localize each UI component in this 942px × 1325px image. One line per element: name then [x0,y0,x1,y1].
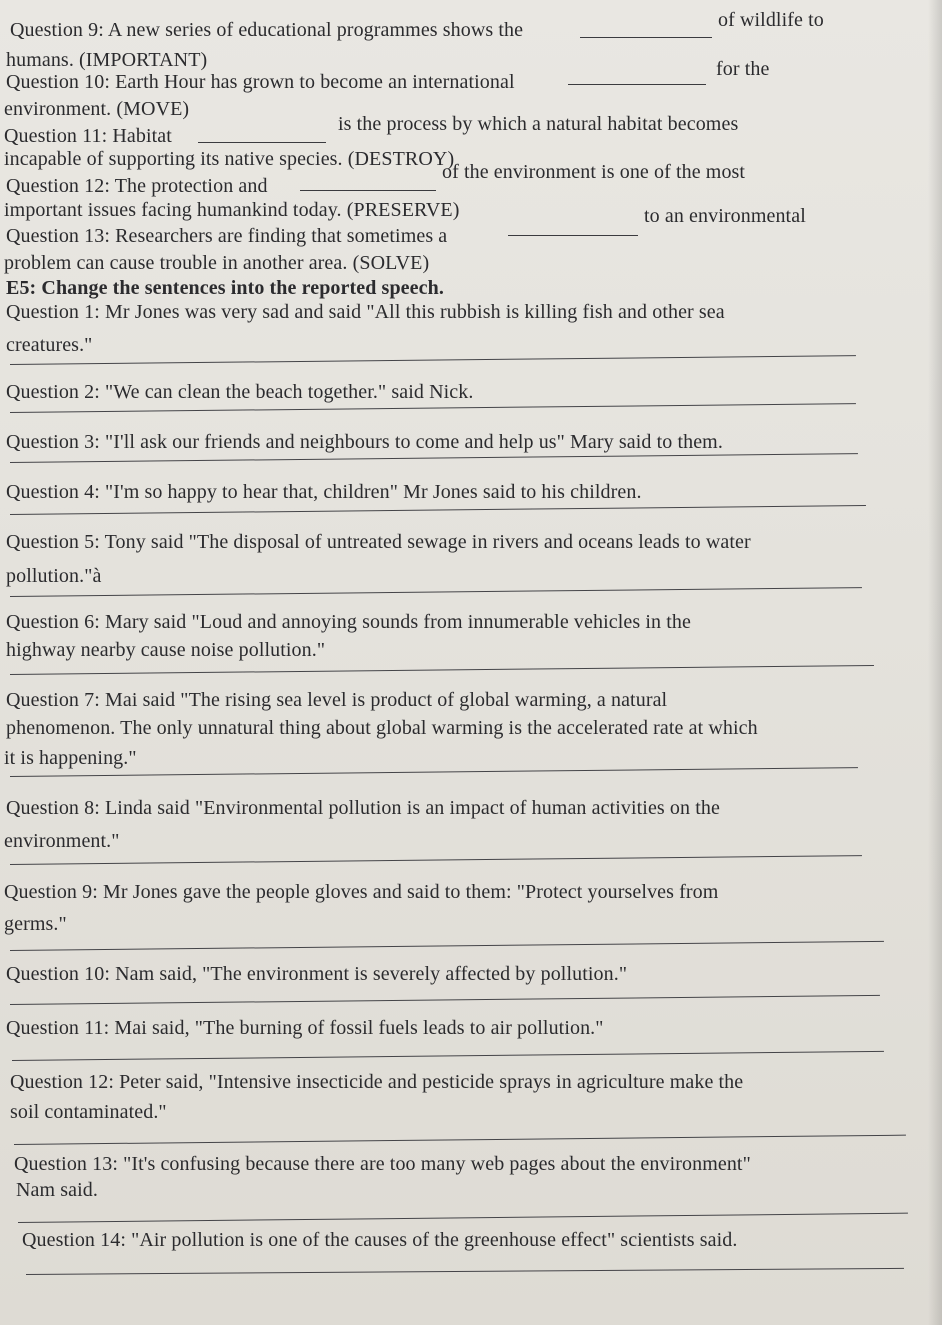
e5-q7-line3: it is happening." [4,747,137,769]
e5-q8-line1: Question 8: Linda said "Environmental pollution is an impact of human activities on the [6,797,720,819]
e4-q11-continuation: incapable of supporting its native species. (DESTROY) [4,148,455,170]
e5-q12-answer-line[interactable] [14,1135,906,1145]
e5-q13-line2: Nam said. [16,1179,98,1201]
e5-q1-answer-line[interactable] [10,355,856,365]
e5-q12-line1: Question 12: Peter said, "Intensive insecticide and pesticide sprays in agriculture make the [10,1071,744,1093]
e4-q12-suffix: of the environment is one of the most [442,161,746,183]
e4-q12-prefix: Question 12: The protection and [6,175,268,197]
e5-q13-answer-line[interactable] [18,1213,908,1223]
e5-q2-answer-line[interactable] [10,403,856,413]
e5-q5-line1: Question 5: Tony said "The disposal of untreated sewage in rivers and oceans leads to water [6,531,751,553]
e4-q11-prefix: Question 11: Habitat [4,125,172,147]
e4-q13-continuation: problem can cause trouble in another area. (SOLVE) [4,252,430,274]
e5-q7-line2: phenomenon. The only unnatural thing about global warming is the accelerated rate at which [6,717,758,739]
e4-q13-prefix: Question 13: Researchers are finding that sometimes a [6,225,448,247]
e4-q10-continuation: environment. (MOVE) [4,98,190,120]
e4-q9-continuation: humans. (IMPORTANT) [6,49,208,71]
e5-q6-line1: Question 6: Mary said "Loud and annoying sounds from innumerable vehicles in the [6,611,691,633]
e5-q13-line1: Question 13: "It's confusing because there are too many web pages about the environment" [14,1153,751,1175]
e5-q9-line1: Question 9: Mr Jones gave the people gloves and said to them: "Protect yourselves from [4,881,719,903]
e5-q5-line2: pollution."à [6,565,102,587]
e5-q14-line1: Question 14: "Air pollution is one of the causes of the greenhouse effect" scientists said. [22,1229,738,1251]
e5-q10-answer-line[interactable] [10,995,880,1005]
e5-q1-line2: creatures." [6,334,93,356]
e5-q9-answer-line[interactable] [10,941,884,951]
e4-q12-continuation: important issues facing humankind today. (PRESERVE) [4,199,460,221]
e5-heading: E5: Change the sentences into the reported speech. [6,277,444,299]
e4-q9-prefix: Question 9: A new series of educational programmes shows the [10,19,524,41]
e5-q6-line2: highway nearby cause noise pollution." [6,639,326,661]
e5-q2-line1: Question 2: "We can clean the beach together." said Nick. [6,381,474,403]
e5-q8-answer-line[interactable] [10,855,862,865]
e5-q11-answer-line[interactable] [12,1051,884,1061]
e4-q9-blank[interactable] [580,37,712,38]
e5-q10-line1: Question 10: Nam said, "The environment is severely affected by pollution." [6,963,628,985]
e4-q11-blank[interactable] [198,142,326,143]
e4-q10-prefix: Question 10: Earth Hour has grown to become an international [6,71,515,93]
e4-q11-suffix: is the process by which a natural habitat becomes [338,113,739,135]
e5-q3-line1: Question 3: "I'll ask our friends and neighbours to come and help us" Mary said to them. [6,431,723,453]
e4-q9-suffix: of wildlife to [718,9,824,31]
e5-q4-line1: Question 4: "I'm so happy to hear that, children" Mr Jones said to his children. [6,481,642,503]
e5-q5-answer-line[interactable] [10,587,862,597]
e5-q1-line1: Question 1: Mr Jones was very sad and said "All this rubbish is killing fish and other sea [6,301,725,323]
e5-q8-line2: environment." [4,830,120,852]
e5-q3-answer-line[interactable] [10,453,858,463]
e5-q14-answer-line[interactable] [26,1268,904,1275]
e4-q13-suffix: to an environmental [644,205,806,227]
e5-q12-line2: soil contaminated." [10,1101,167,1123]
e5-q6-answer-line[interactable] [10,665,874,675]
e4-q13-blank[interactable] [508,235,638,236]
e5-q9-line2: germs." [4,913,67,935]
e5-q7-answer-line[interactable] [10,767,858,777]
e4-q10-suffix: for the [716,58,770,80]
e5-q7-line1: Question 7: Mai said "The rising sea level is product of global warming, a natural [6,689,668,711]
e4-q12-blank[interactable] [300,190,436,191]
e5-q11-line1: Question 11: Mai said, "The burning of fossil fuels leads to air pollution." [6,1017,604,1039]
e5-q4-answer-line[interactable] [10,505,866,515]
page-edge-shadow [928,0,942,1325]
e4-q10-blank[interactable] [568,84,706,85]
